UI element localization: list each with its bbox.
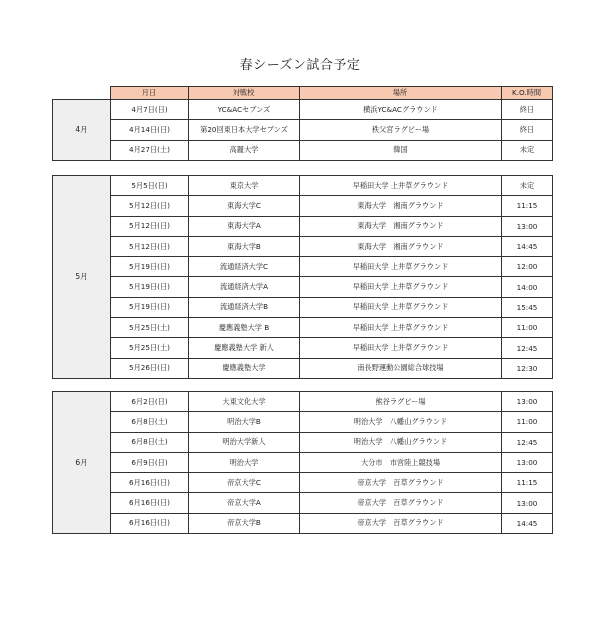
cell-ko: 13:00 <box>502 493 553 513</box>
cell-ko: 13:00 <box>502 452 553 472</box>
cell-date: 5月25日(土) <box>111 338 189 358</box>
cell-date: 6月9日(日) <box>111 452 189 472</box>
schedule-row <box>53 277 553 297</box>
cell-venue: 韓国 <box>300 140 502 160</box>
page-title: 春シーズン試合予定 <box>239 58 361 73</box>
cell-opponent: YC&ACセブンズ <box>189 100 300 120</box>
cell-ko: 終日 <box>502 100 553 120</box>
cell-opponent: 慶應義塾大学 新人 <box>189 338 300 358</box>
cell-ko: 11:15 <box>502 196 553 216</box>
cell-ko: 12:45 <box>502 338 553 358</box>
cell-opponent: 流通経済大学B <box>189 297 300 317</box>
month-label: 4月 <box>53 100 111 161</box>
cell-venue: 東海大学 湘南グラウンド <box>300 236 502 256</box>
cell-venue: 早稲田大学 上井草グラウンド <box>300 297 502 317</box>
cell-date: 5月25日(土) <box>111 318 189 338</box>
header-opponent: 対戦校 <box>188 87 299 100</box>
cell-date: 5月19日(日) <box>111 277 189 297</box>
schedule-row <box>53 100 553 120</box>
schedule-row <box>53 318 553 338</box>
header-ko: K.O.時間 <box>501 87 552 100</box>
cell-ko: 13:00 <box>502 392 553 412</box>
schedule-row <box>53 432 553 452</box>
month-label: 6月 <box>53 392 111 534</box>
cell-opponent: 大東文化大学 <box>189 392 300 412</box>
cell-opponent: 明治大学B <box>189 412 300 432</box>
cell-opponent: 高麗大学 <box>189 140 300 160</box>
cell-ko: 未定 <box>502 176 553 196</box>
schedule-row <box>53 412 553 432</box>
cell-venue: 大分市 市営陸上競技場 <box>300 452 502 472</box>
cell-date: 5月26日(日) <box>111 358 189 378</box>
cell-opponent: 帝京大学B <box>189 513 300 533</box>
cell-date: 6月8日(土) <box>111 412 189 432</box>
cell-ko: 14:45 <box>502 236 553 256</box>
cell-venue: 熊谷ラグビー場 <box>300 392 502 412</box>
cell-date: 5月12日(日) <box>111 196 189 216</box>
cell-ko: 15:45 <box>502 297 553 317</box>
cell-venue: 明治大学 八幡山グラウンド <box>300 412 502 432</box>
cell-opponent: 帝京大学A <box>189 493 300 513</box>
cell-date: 6月8日(土) <box>111 432 189 452</box>
cell-ko: 12:00 <box>502 257 553 277</box>
cell-ko: 11:15 <box>502 473 553 493</box>
cell-venue: 早稲田大学 上井草グラウンド <box>300 338 502 358</box>
cell-date: 5月12日(日) <box>111 236 189 256</box>
cell-venue: 帝京大学 百草グラウンド <box>300 473 502 493</box>
cell-venue: 早稲田大学 上井草グラウンド <box>300 257 502 277</box>
cell-venue: 東海大学 湘南グラウンド <box>300 196 502 216</box>
cell-ko: 11:00 <box>502 318 553 338</box>
schedule-row <box>53 513 553 533</box>
cell-ko: 12:45 <box>502 432 553 452</box>
cell-opponent: 明治大学 <box>189 452 300 472</box>
schedule-row <box>53 473 553 493</box>
cell-ko: 終日 <box>502 120 553 140</box>
schedule-row <box>53 196 553 216</box>
cell-venue: 東海大学 湘南グラウンド <box>300 216 502 236</box>
cell-ko: 11:00 <box>502 412 553 432</box>
cell-opponent: 明治大学新人 <box>189 432 300 452</box>
schedule-row <box>53 176 553 196</box>
schedule-row <box>53 358 553 378</box>
schedule-row <box>53 297 553 317</box>
cell-date: 6月2日(日) <box>111 392 189 412</box>
cell-venue: 早稲田大学 上井草グラウンド <box>300 277 502 297</box>
cell-venue: 明治大学 八幡山グラウンド <box>300 432 502 452</box>
cell-date: 4月27日(土) <box>111 140 189 160</box>
schedule-row <box>53 493 553 513</box>
header-date: 月日 <box>110 87 188 100</box>
schedule-row <box>53 216 553 236</box>
cell-date: 5月19日(日) <box>111 297 189 317</box>
schedule-row <box>53 338 553 358</box>
cell-ko: 13:00 <box>502 216 553 236</box>
cell-date: 5月19日(日) <box>111 257 189 277</box>
cell-ko: 14:00 <box>502 277 553 297</box>
cell-opponent: 東京大学 <box>189 176 300 196</box>
header-venue: 場所 <box>299 87 501 100</box>
cell-venue: 早稲田大学 上井草グラウンド <box>300 176 502 196</box>
month-table-may <box>52 175 553 379</box>
schedule-row <box>53 120 553 140</box>
cell-ko: 未定 <box>502 140 553 160</box>
cell-opponent: 第20回東日本大学セブンズ <box>189 120 300 140</box>
cell-venue: 帝京大学 百草グラウンド <box>300 513 502 533</box>
schedule-row <box>53 236 553 256</box>
cell-date: 5月12日(日) <box>111 216 189 236</box>
cell-venue: 帝京大学 百草グラウンド <box>300 493 502 513</box>
cell-date: 4月7日(日) <box>111 100 189 120</box>
cell-opponent: 慶應義塾大学 B <box>189 318 300 338</box>
cell-venue: 早稲田大学 上井草グラウンド <box>300 318 502 338</box>
schedule-row <box>53 257 553 277</box>
cell-opponent: 流通経済大学C <box>189 257 300 277</box>
cell-opponent: 慶應義塾大学 <box>189 358 300 378</box>
cell-venue: 横浜YC&ACグラウンド <box>300 100 502 120</box>
cell-date: 4月14日(日) <box>111 120 189 140</box>
month-label: 5月 <box>53 176 111 379</box>
cell-opponent: 東海大学C <box>189 196 300 216</box>
cell-date: 6月16日(日) <box>111 493 189 513</box>
cell-opponent: 帝京大学C <box>189 473 300 493</box>
schedule-row <box>53 392 553 412</box>
header-corner <box>52 87 110 100</box>
cell-opponent: 東海大学A <box>189 216 300 236</box>
cell-date: 5月5日(日) <box>111 176 189 196</box>
cell-date: 6月16日(日) <box>111 513 189 533</box>
schedule-row <box>53 452 553 472</box>
cell-venue: 南長野運動公園総合球技場 <box>300 358 502 378</box>
cell-opponent: 流通経済大学A <box>189 277 300 297</box>
header-row <box>52 87 552 100</box>
schedule-header <box>52 86 553 100</box>
cell-opponent: 東海大学B <box>189 236 300 256</box>
schedule-row <box>53 140 553 160</box>
cell-date: 6月16日(日) <box>111 473 189 493</box>
cell-ko: 12:30 <box>502 358 553 378</box>
cell-venue: 秩父宮ラグビー場 <box>300 120 502 140</box>
cell-ko: 14:45 <box>502 513 553 533</box>
month-table-june <box>52 391 553 534</box>
month-table-april <box>52 99 553 161</box>
